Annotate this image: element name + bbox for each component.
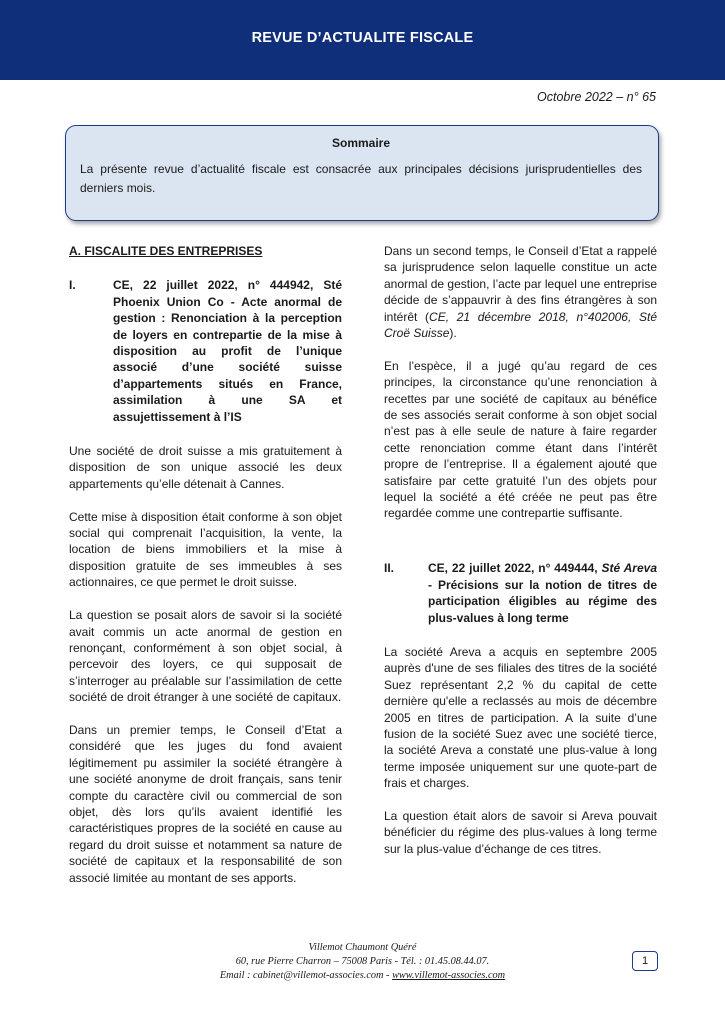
- paragraph-text: Dans un second temps, le Conseil d’Etat a rappelé sa jurisprudence selon laquelle constitue un acte anormal de gestion, l’acte par lequel une entreprise décide de s’appauvrir à des fins étrangères à son intérêt (: [384, 244, 657, 324]
- case-title: [428, 560, 657, 626]
- paragraph: En l’espèce, il a jugé qu’au regard de ces principes, la circonstance qu’une renonciation à recettes par une société de capitaux au bénéfice de ses associés serait conforme à son objet social n’est pas à elle seule de nature à faire regarder cette renonciation comme étant dans l’intérêt propre de l’entreprise. Il a également ajouté que satisfaire par cette gratuité l’un des objets pour lequel la société a été créée ne peut pas être regardée comme une contrepartie suffisante.: [384, 358, 657, 521]
- paragraph-text: ).: [449, 326, 457, 341]
- summary-box: [65, 125, 659, 221]
- section-heading: A. FISCALITE DES ENTREPRISES: [69, 244, 263, 258]
- footer-address: 60, rue Pierre Charron – 75008 Paris - Tél. : 01.45.08.44.07.: [235, 956, 490, 967]
- page-number: 1: [632, 951, 658, 971]
- case-reference: CE, 21 décembre 2018, n°402006, Sté Croë Suisse: [384, 309, 657, 341]
- paragraph: Dans un premier temps, le Conseil d’Etat a considéré que les juges du fond avaient légitimement pu assimiler la société étrangère à une société anonyme de droit français, sans tenir compte du caractère civil ou commercial de son objet, dès lors qu’ils avaient identifié les caractéristiques propres de la société en cause au regard du droit suisse et notamment sa nature de société de capitaux et la responsabilité de son associé limitée au montant de ses apports.: [69, 722, 342, 885]
- footer-website-link[interactable]: www.villemot-associes.com: [392, 970, 506, 981]
- paragraph: Cette mise à disposition était conforme à son objet social qui comprenait l’acquisition, la vente, la location de biens immobiliers et la mise à disposition gratuite de ses immeubles à ses actionnaires, ce que permet le droit suisse.: [69, 509, 342, 590]
- case-number: I.: [69, 278, 76, 293]
- footer-email: Email : cabinet@villemot-associes.com -: [219, 970, 393, 981]
- spacer: [384, 538, 657, 560]
- case-title-end: - Précisions sur la notion de titres de participation éligibles au régime des plus-values à long terme: [428, 577, 657, 625]
- paragraph: Une société de droit suisse a mis gratuitement à disposition de son unique associé les deux appartements qu’elle détenait à Cannes.: [69, 444, 342, 491]
- footer-contact: [0, 969, 725, 983]
- summary-text: La présente revue d’actualité fiscale est consacrée aux principales décisions jurisprudentielles des derniers mois.: [80, 162, 642, 195]
- right-column: [384, 243, 657, 874]
- issue-label: Octobre 2022 – n° 65: [537, 90, 656, 104]
- case-number: II.: [384, 561, 395, 576]
- footer: [0, 941, 725, 983]
- case-1-heading: [69, 277, 342, 425]
- case-party: Sté Areva: [601, 561, 658, 576]
- case-title: CE, 22 juillet 2022, n° 444942, Sté Phoenix Union Co - Acte anormal de gestion : Renonciation à la perception de loyers en contrepartie de la mise à disposition au profit de l’unique associé d’une société suisse d’appartements situés en France, assimilation à une SA et assujettissement à l’IS: [113, 278, 342, 424]
- case-title-start: CE, 22 juillet 2022, n° 449444,: [428, 561, 602, 576]
- left-column: [69, 243, 342, 902]
- header-band: [0, 0, 725, 80]
- paragraph: [384, 243, 657, 341]
- paragraph: La société Areva a acquis en septembre 2005 auprès d'une de ses filiales des titres de la société Suez représentant 2,2 % du capital de cette dernière qu'elle a reclassés au mois de décembre 2005 en titres de participation. A la suite d’une fusion de la société Suez avec une société tierce, la société Areva a constaté une plus-value à long terme imposée uniquement sur une quote-part de frais et charges.: [384, 644, 657, 791]
- summary-title: Sommaire: [331, 136, 391, 150]
- footer-firm: Villemot Chaumont Quéré: [308, 942, 417, 953]
- header-title: REVUE D’ACTUALITE FISCALE: [251, 30, 474, 46]
- paragraph: La question était alors de savoir si Areva pouvait bénéficier du régime des plus-values à long terme sur la plus-value d’échange de ces titres.: [384, 808, 657, 856]
- case-2-heading: [384, 560, 657, 626]
- paragraph: La question se posait alors de savoir si la société avait commis un acte anormal de gestion en renonçant, conformément à son objet social, à percevoir des loyers, ce qui supposait de s’interroger au préalable sur l’assimilation de cette société de droit étranger à une société de capitaux.: [69, 608, 342, 705]
